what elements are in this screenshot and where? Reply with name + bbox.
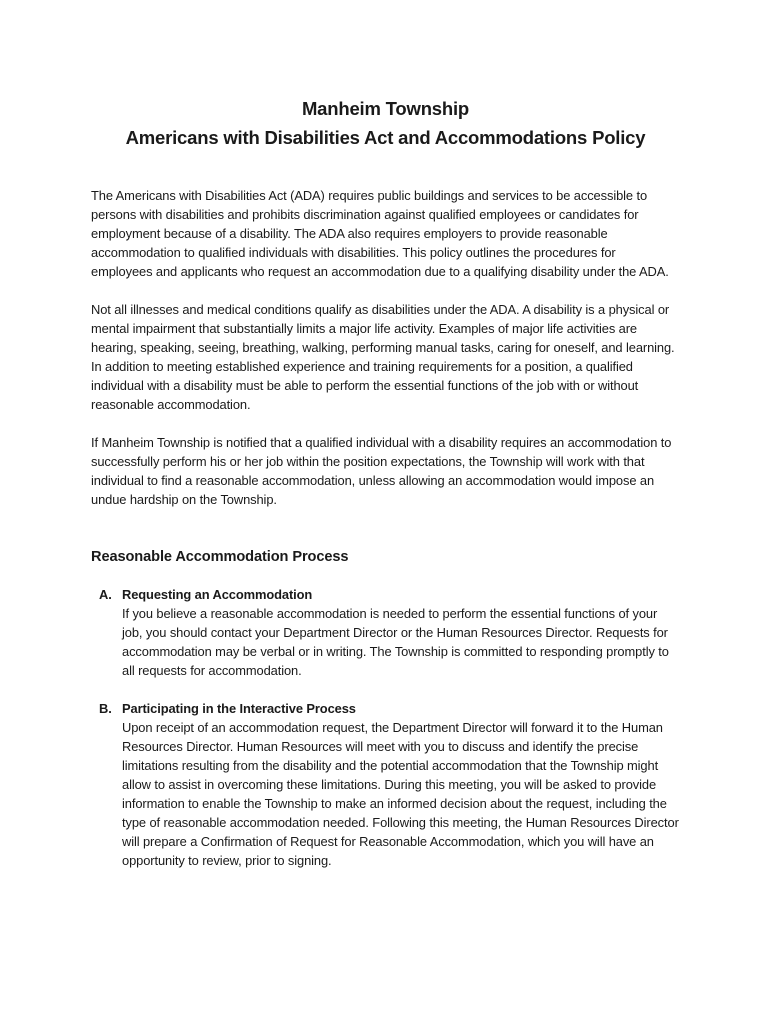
step-marker: B. <box>99 701 112 716</box>
document-title <box>91 94 680 152</box>
step-heading: Participating in the Interactive Process <box>122 701 356 716</box>
section-heading-accommodation-process: Reasonable Accommodation Process <box>91 549 349 565</box>
step-body: Upon receipt of an accommodation request, the Department Director will forward it to the Human Resources Director. Human Resources will meet with you to discuss and identify the precise limitations resulting from the disability and the potential accommodation that the Township might allow to assist in overcoming these limitations. During this meeting, you will be asked to provide information to enable the Township to make an informed decision about the request, including the type of reasonable accommodation needed. Following this meeting, the Human Resources Director will prepare a Confirmation of Request for Reasonable Accommodation, which you will have an opportunity to review, prior to signing. <box>122 720 679 868</box>
paragraph-township-commitment: If Manheim Township is notified that a qualified individual with a disability requires an accommodation to successfully perform his or her job within the position expectations, the Township will work with that individual to find a reasonable accommodation, unless allowing an accommodation would impose an undue hardship on the Township. <box>91 435 672 507</box>
title-policy-name: Americans with Disabilities Act and Accommodations Policy <box>125 127 646 148</box>
title-organization: Manheim Township <box>301 98 470 119</box>
paragraph-ada-overview: The Americans with Disabilities Act (ADA) requires public buildings and services to be accessible to persons with disabilities and prohibits discrimination against qualified employees or candidates for employment because of a disability. The ADA also requires employers to provide reasonable accommodation to qualified individuals with disabilities. This policy outlines the procedures for employees and applicants who request an accommodation due to a qualifying disability under the ADA. <box>91 188 669 279</box>
step-marker: A. <box>99 587 112 602</box>
paragraph-disability-definition: Not all illnesses and medical conditions qualify as disabilities under the ADA. A disability is a physical or mental impairment that substantially limits a major life activity. Examples of major life activities are hearing, speaking, seeing, breathing, walking, performing manual tasks, caring for oneself, and learning. In addition to meeting established experience and training requirements for a position, a qualified individual with a disability must be able to perform the essential functions of the job with or without reasonable accommodation. <box>91 302 675 412</box>
step-body: If you believe a reasonable accommodation is needed to perform the essential functions of your job, you should contact your Department Director or the Human Resources Director. Requests for accommodation may be verbal or in writing. The Township is committed to responding promptly to all requests for accommodation. <box>122 606 669 678</box>
step-interactive-process <box>91 699 680 870</box>
step-heading: Requesting an Accommodation <box>122 587 313 602</box>
step-requesting-accommodation <box>91 585 680 680</box>
